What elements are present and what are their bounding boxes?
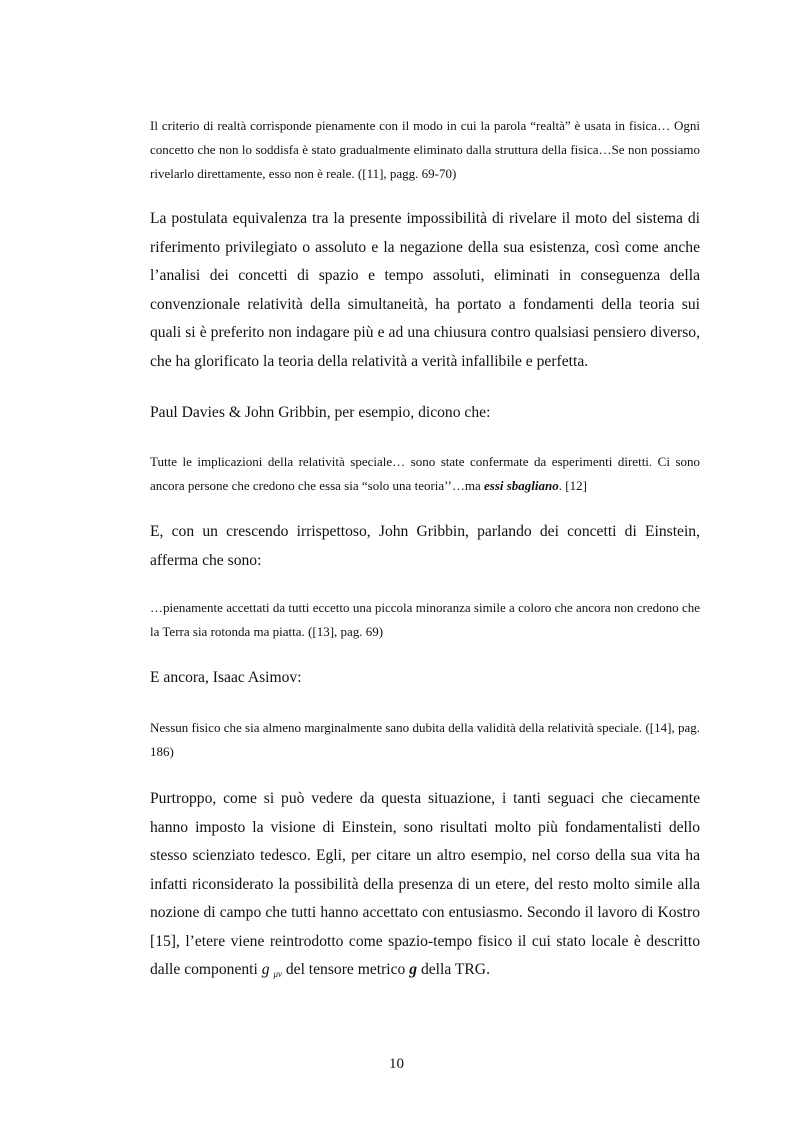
quote-special-relativity-text: Tutte le implicazioni della relatività speciale… sono state confermate da esperimenti diretti. Ci sono ancora persone che credono che essa sia “solo una teoria’’…ma <box>150 454 700 493</box>
quote-asimov <box>150 716 700 764</box>
page-number: 10 <box>389 1056 404 1072</box>
paragraph-gribbin-crescendo-text: E, con un crescendo irrispettoso, John Gribbin, parlando dei concetti di Einstein, afferma che sono: <box>150 523 700 569</box>
paragraph-davies-gribbin-intro-text: Paul Davies & John Gribbin, per esempio, dicono che: <box>150 404 491 421</box>
paragraph-followers-text-end: della TRG. <box>417 961 490 978</box>
metric-component-symbol: g <box>261 961 270 978</box>
paragraph-davies-gribbin-intro <box>150 399 700 428</box>
quote-asimov-text: Nessun fisico che sia almeno marginalmente sano dubita della validità della relatività speciale. ([14], pag. 186) <box>150 720 700 759</box>
metric-tensor-symbol: g <box>409 961 418 978</box>
paragraph-followers-text: Purtroppo, come si può vedere da questa situazione, i tanti seguaci che ciecamente hanno imposto la visione di Einstein, sono risultati molto più fondamentalisti dello stesso scienziato tedesco. Egli, per citare un altro esempio, nel corso della sua vita ha infatti riconsiderato la possibilità della presenza di un etere, del resto molto simile alla nozione di campo che tutti hanno accettato con entusiasmo. Secondo il lavoro di Kostro [15], l’etere viene reintrodotto come spazio-tempo fisico il cui stato locale è descritto dalle componenti <box>150 790 700 978</box>
paragraph-postulated-equivalence-text: La postulata equivalenza tra la presente impossibilità di rivelare il moto del sistema di riferimento privilegiato o assoluto e la negazione della sua esistenza, così come anche l’analisi dei concetti di spazio e tempo assoluti, eliminati in conseguenza della convenzionale relatività della simultaneità, ha portato a fondamenti della teoria sui quali si è preferito non indagare più e ad una chiusura contro qualsiasi pensiero diverso, che ha glorificato la teoria della relatività a verità infallibile e perfetta. <box>150 210 700 370</box>
paragraph-followers-text-middle: del tensore metrico <box>281 961 410 978</box>
document-page <box>150 0 700 1123</box>
quote-reality-criterion <box>150 114 700 186</box>
paragraph-postulated-equivalence <box>150 205 700 376</box>
quote-special-relativity-confirmed <box>150 450 700 498</box>
quote-flat-earth-comparison <box>150 596 700 644</box>
metric-component-subscript: μν <box>273 969 282 979</box>
paragraph-asimov-intro-text: E ancora, Isaac Asimov: <box>150 669 302 686</box>
quote-reality-criterion-text: Il criterio di realtà corrisponde pienamente con il modo in cui la parola “realtà” è usata in fisica… Ogni concetto che non lo soddisfa è stato gradualmente eliminato dalla struttura della fisica…Se non possiamo rivelarlo direttamente, esso non è reale. ([11], pagg. 69-70) <box>150 118 700 181</box>
paragraph-asimov-intro <box>150 664 700 693</box>
quote-emphasis-essi-sbagliano: essi sbagliano <box>484 478 559 493</box>
quote-flat-earth-comparison-text: …pienamente accettati da tutti eccetto una piccola minoranza simile a coloro che ancora non credono che la Terra sia rotonda ma piatta. ([13], pag. 69) <box>150 600 700 639</box>
paragraph-followers-fundamentalists <box>150 785 700 989</box>
quote-citation-12: . [12] <box>558 478 587 493</box>
paragraph-gribbin-crescendo <box>150 518 700 575</box>
